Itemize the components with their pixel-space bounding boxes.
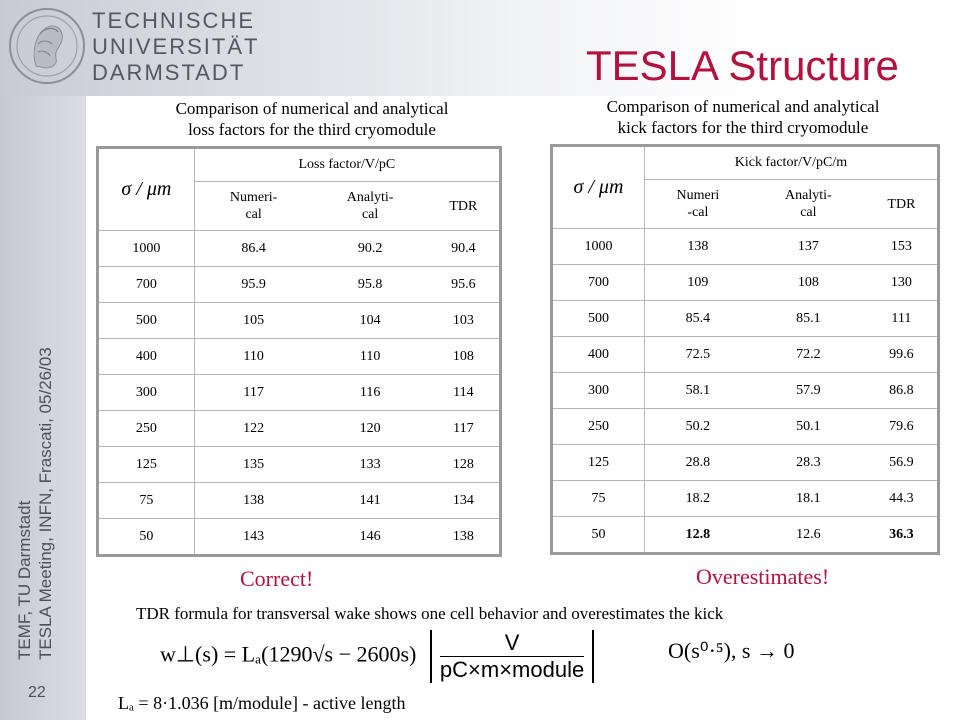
- table-row: [98, 447, 501, 483]
- table-cell: 50.1: [751, 409, 866, 445]
- column-header: Numeri -cal: [644, 180, 751, 229]
- table-cell: 125: [98, 447, 195, 483]
- order-formula: O(s⁰·⁵), s → 0: [668, 638, 795, 663]
- table-cell: 133: [313, 447, 428, 483]
- table-cell: 153: [866, 229, 939, 265]
- table-cell: 86.4: [194, 231, 312, 267]
- table-row: [552, 301, 939, 337]
- active-length-formula: Lₐ = 8·1.036 [m/module] - active length: [118, 693, 406, 713]
- table-cell: 500: [98, 303, 195, 339]
- table-cell: 28.8: [644, 445, 751, 481]
- table-cell: 134: [428, 483, 501, 519]
- table-cell: 141: [313, 483, 428, 519]
- kick-verdict: Overestimates!: [696, 564, 830, 589]
- column-header: Numeri- cal: [194, 182, 312, 231]
- table-cell: 250: [98, 411, 195, 447]
- table-cell: 12.8: [685, 526, 711, 542]
- table-cell: 86.8: [866, 373, 939, 409]
- sidebar-text: TEMF, TU Darmstadt TESLA Meeting, INFN, Frascati, 05/26/03: [15, 347, 55, 660]
- table-cell: 108: [428, 339, 501, 375]
- kick-factor-table: [550, 144, 940, 555]
- table-cell: 44.3: [866, 481, 939, 517]
- table-cell: 1000: [98, 231, 195, 267]
- table-cell: 700: [552, 265, 645, 301]
- table-cell: 138: [194, 483, 312, 519]
- table-cell: 18.2: [644, 481, 751, 517]
- unit-numerator: V: [440, 630, 584, 657]
- table-cell: 110: [313, 339, 428, 375]
- table-cell: 114: [428, 375, 501, 411]
- table-cell: 300: [552, 373, 645, 409]
- column-header: Analyti- cal: [751, 180, 866, 229]
- tdr-note: TDR formula for transversal wake shows one cell behavior and overestimates the kick: [136, 604, 724, 623]
- group-header: Loss factor/V/pC: [194, 148, 500, 182]
- table-cell: 72.2: [751, 337, 866, 373]
- loss-table-caption: Comparison of numerical and analytical loss factors for the third cryomodule: [175, 99, 449, 139]
- table-cell: 120: [313, 411, 428, 447]
- loss-verdict: Correct!: [240, 566, 314, 591]
- table-cell: 58.1: [644, 373, 751, 409]
- table-row: [552, 337, 939, 373]
- table-row: [552, 517, 939, 554]
- table-cell: 28.3: [751, 445, 866, 481]
- group-header: Kick factor/V/pC/m: [644, 146, 938, 180]
- page-number: 22: [28, 684, 46, 701]
- table-cell: 75: [98, 483, 195, 519]
- table-row: [98, 231, 501, 267]
- table-cell: 137: [751, 229, 866, 265]
- table-row: [552, 373, 939, 409]
- table-cell: 138: [452, 528, 474, 544]
- table-cell: 111: [866, 301, 939, 337]
- table-row: [98, 267, 501, 303]
- table-row: [552, 409, 939, 445]
- table-cell: 57.9: [751, 373, 866, 409]
- column-header: Analyti- cal: [313, 182, 428, 231]
- sigma-header: σ / μm: [98, 148, 195, 231]
- table-cell: 104: [313, 303, 428, 339]
- table-cell: 103: [428, 303, 501, 339]
- wake-formula-lhs: w⊥(s) = Lₐ(1290√s − 2600s): [160, 641, 417, 667]
- table-cell: 122: [194, 411, 312, 447]
- table-row: [98, 519, 501, 556]
- table-row: [552, 265, 939, 301]
- table-cell: 125: [552, 445, 645, 481]
- table-row: [98, 483, 501, 519]
- table-row: [552, 229, 939, 265]
- table-row: [552, 481, 939, 517]
- table-cell: 400: [98, 339, 195, 375]
- table-row: [98, 411, 501, 447]
- university-name: TECHNISCHE UNIVERSITÄT DARMSTADT: [92, 8, 260, 85]
- table-cell: 12.6: [796, 526, 821, 542]
- table-cell: 50: [552, 517, 645, 554]
- table-cell: 18.1: [751, 481, 866, 517]
- table-cell: 95.8: [313, 267, 428, 303]
- kick-table-caption: Comparison of numerical and analytical kick factors for the third cryomodule: [606, 97, 880, 137]
- table-cell: 700: [98, 267, 195, 303]
- table-cell: 56.9: [866, 445, 939, 481]
- table-cell: 95.9: [194, 267, 312, 303]
- table-cell: 85.4: [644, 301, 751, 337]
- table-cell: 300: [98, 375, 195, 411]
- table-cell: 135: [194, 447, 312, 483]
- table-cell: 128: [428, 447, 501, 483]
- table-cell: 85.1: [751, 301, 866, 337]
- table-cell: 130: [866, 265, 939, 301]
- table-cell: 146: [359, 528, 381, 544]
- table-cell: 109: [644, 265, 751, 301]
- unit-denominator: pC×m×module: [439, 657, 585, 682]
- table-cell: 500: [552, 301, 645, 337]
- table-cell: 90.4: [428, 231, 501, 267]
- loss-factor-table: [96, 146, 502, 557]
- column-header: TDR: [428, 182, 501, 231]
- table-cell: 72.5: [644, 337, 751, 373]
- table-cell: 75: [552, 481, 645, 517]
- tu-darmstadt-logo: [8, 6, 86, 86]
- table-cell: 138: [644, 229, 751, 265]
- table-cell: 116: [313, 375, 428, 411]
- table-row: [98, 303, 501, 339]
- table-row: [98, 375, 501, 411]
- table-cell: 400: [552, 337, 645, 373]
- table-cell: 79.6: [866, 409, 939, 445]
- table-cell: 117: [428, 411, 501, 447]
- table-row: [98, 339, 501, 375]
- table-cell: 90.2: [313, 231, 428, 267]
- table-cell: 110: [194, 339, 312, 375]
- slide-title: TESLA Structure: [586, 42, 899, 89]
- table-cell: 143: [243, 528, 265, 544]
- table-cell: 50.2: [644, 409, 751, 445]
- table-cell: 95.6: [428, 267, 501, 303]
- table-cell: 117: [194, 375, 312, 411]
- wake-formula: [160, 630, 594, 683]
- column-header: TDR: [866, 180, 939, 229]
- table-cell: 105: [194, 303, 312, 339]
- table-cell: 108: [751, 265, 866, 301]
- table-cell: 50: [98, 519, 195, 556]
- table-cell: 1000: [552, 229, 645, 265]
- sigma-header: σ / μm: [552, 146, 645, 229]
- table-cell: 99.6: [866, 337, 939, 373]
- table-cell: 250: [552, 409, 645, 445]
- table-row: [552, 445, 939, 481]
- unit-fraction: [430, 630, 594, 683]
- table-cell: 36.3: [889, 526, 914, 542]
